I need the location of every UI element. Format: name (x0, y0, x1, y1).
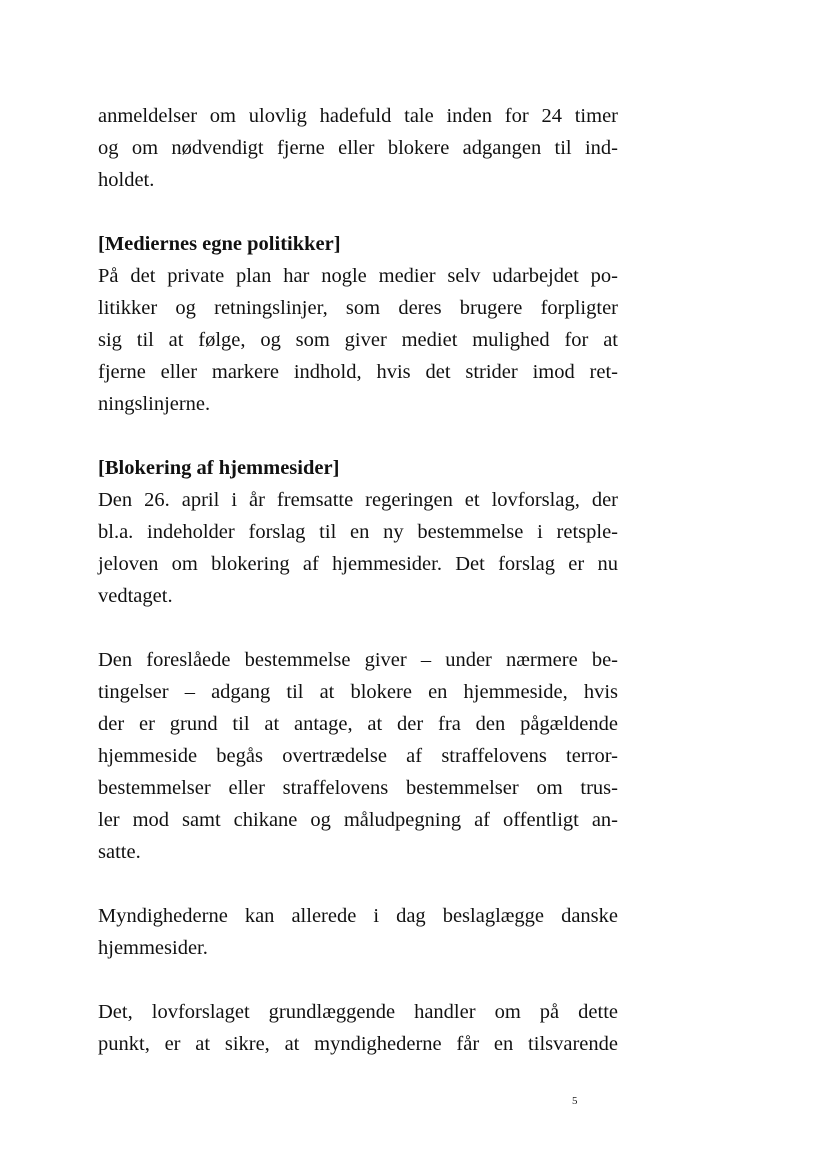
text-line: sig til at følge, og som giver mediet mulighed for at (98, 329, 618, 351)
text-line: vedtaget. (98, 585, 173, 607)
text-line: Den 26. april i år fremsatte regeringen et lovforslag, der (98, 489, 618, 511)
text-line: anmeldelser om ulovlig hadefuld tale inden for 24 timer (98, 105, 618, 127)
paragraph-bill-purpose (98, 996, 618, 1060)
text-line: der er grund til at antage, at der fra den pågældende (98, 713, 618, 735)
text-line: satte. (98, 841, 141, 863)
text-line: holdet. (98, 169, 155, 191)
page-number: 5 (572, 1095, 578, 1107)
text-line: Den foreslåede bestemmelse giver – under nærmere be- (98, 649, 618, 671)
text-line: jeloven om blokering af hjemmesider. Det forslag er nu (98, 553, 618, 575)
text-line: ler mod samt chikane og måludpegning af offentligt an- (98, 809, 618, 831)
text-line: Det, lovforslaget grundlæggende handler om på dette (98, 1001, 618, 1023)
text-line: På det private plan har nogle medier selv udarbejdet po- (98, 265, 618, 287)
text-line: tingelser – adgang til at blokere en hjemmeside, hvis (98, 681, 618, 703)
section-blocking-websites (98, 452, 618, 612)
section-heading: [Blokering af hjemmesider] (98, 457, 340, 479)
text-line: bl.a. indeholder forslag til en ny bestemmelse i retsple- (98, 521, 618, 543)
text-line: bestemmelser eller straffelovens bestemmelser om trus- (98, 777, 618, 799)
text-line: hjemmeside begås overtrædelse af straffelovens terror- (98, 745, 618, 767)
section-media-policies (98, 228, 618, 420)
paragraph-authorities (98, 900, 618, 964)
paragraph-proposed-provision (98, 644, 618, 868)
text-line: punkt, er at sikre, at myndighederne får en tilsvarende (98, 1033, 618, 1055)
section-heading: [Mediernes egne politikker] (98, 233, 341, 255)
text-line: hjemmesider. (98, 937, 208, 959)
text-line: fjerne eller markere indhold, hvis det strider imod ret- (98, 361, 618, 383)
text-line: og om nødvendigt fjerne eller blokere adgangen til ind- (98, 137, 618, 159)
paragraph-intro (98, 100, 618, 196)
text-line: Myndighederne kan allerede i dag beslaglægge danske (98, 905, 618, 927)
text-line: litikker og retningslinjer, som deres brugere forpligter (98, 297, 618, 319)
text-line: ningslinjerne. (98, 393, 211, 415)
document-body (98, 100, 618, 1092)
